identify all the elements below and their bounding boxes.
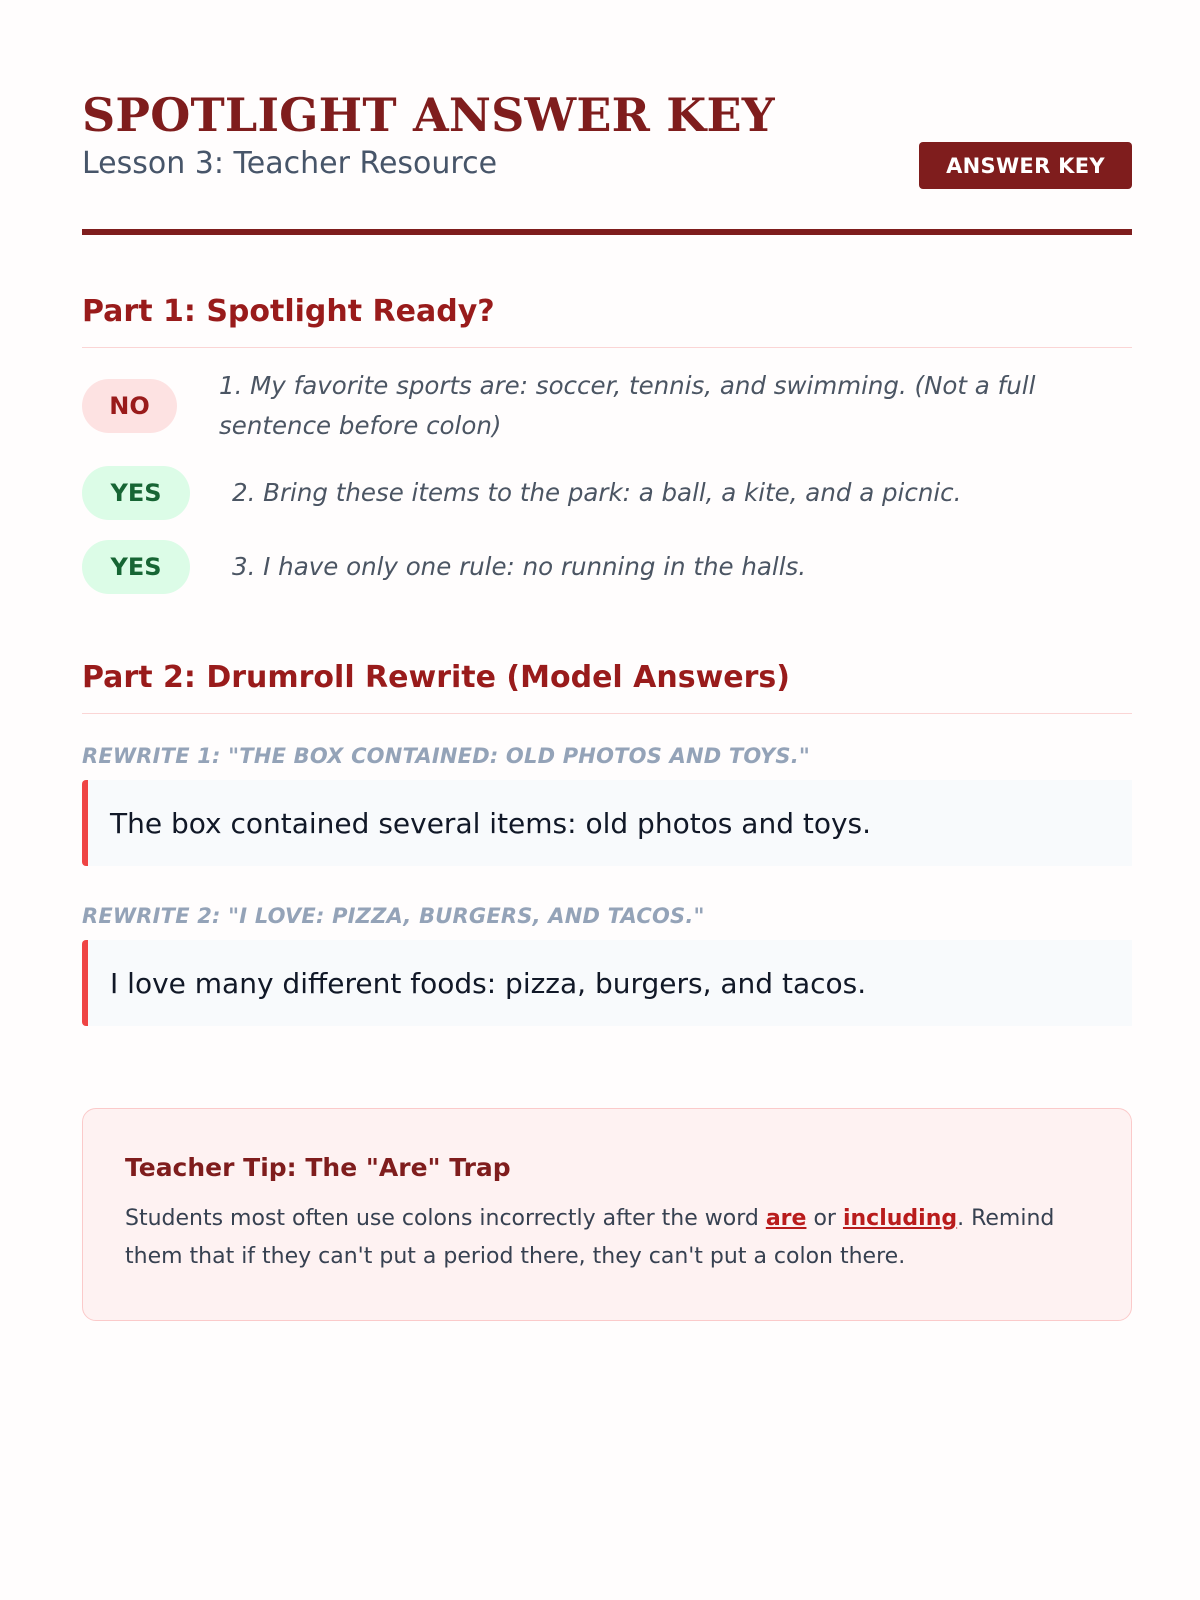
tip-text-between: or bbox=[806, 1206, 843, 1231]
part-2-title: Part 2: Drumroll Rewrite (Model Answers) bbox=[82, 660, 1132, 714]
tip-keyword-including: including bbox=[842, 1206, 958, 1231]
teacher-tip-box bbox=[82, 1108, 1132, 1321]
answer-key-badge: ANSWER KEY bbox=[919, 142, 1132, 189]
part-1-list bbox=[82, 366, 1132, 594]
header-divider bbox=[82, 229, 1132, 235]
list-item bbox=[82, 366, 1132, 446]
tip-keyword-are: are bbox=[765, 1206, 807, 1231]
page-title: SPOTLIGHT ANSWER KEY bbox=[82, 88, 775, 142]
page-subtitle: Lesson 3: Teacher Resource bbox=[82, 146, 498, 181]
tip-text-before: Students most often use colons incorrectly after the word bbox=[125, 1206, 766, 1231]
tip-text-after: . Remind them that if they can't put a period there, they can't put a colon there. bbox=[125, 1206, 1055, 1269]
page-header bbox=[82, 80, 1132, 236]
list-item bbox=[82, 466, 1132, 520]
rewrite-2-answer: I love many different foods: pizza, burgers, and tacos. bbox=[82, 940, 1132, 1026]
verdict-badge-no: NO bbox=[82, 379, 177, 433]
question-text: 3. I have only one rule: no running in the halls. bbox=[232, 552, 807, 581]
part-1-section bbox=[82, 294, 1132, 594]
question-text: 1. My favorite sports are: soccer, tennis, and swimming. (Not a full sentence before colon) bbox=[219, 371, 1036, 440]
part-2-section bbox=[82, 660, 1132, 1026]
rewrite-2-label: REWRITE 2: "I LOVE: PIZZA, BURGERS, AND TACOS." bbox=[82, 904, 705, 928]
list-item bbox=[82, 540, 1132, 594]
part-1-title: Part 1: Spotlight Ready? bbox=[82, 294, 1132, 348]
teacher-tip-text bbox=[125, 1200, 1091, 1276]
rewrite-1-label: REWRITE 1: "THE BOX CONTAINED: OLD PHOTOS AND TOYS." bbox=[82, 744, 811, 768]
verdict-badge-yes: YES bbox=[82, 466, 190, 520]
teacher-tip-title: Teacher Tip: The "Are" Trap bbox=[125, 1153, 511, 1182]
answer-key-page bbox=[82, 80, 1132, 1321]
question-text: 2. Bring these items to the park: a ball, a kite, and a picnic. bbox=[232, 478, 962, 507]
verdict-badge-yes: YES bbox=[82, 540, 190, 594]
rewrite-1-answer: The box contained several items: old photos and toys. bbox=[82, 780, 1132, 866]
